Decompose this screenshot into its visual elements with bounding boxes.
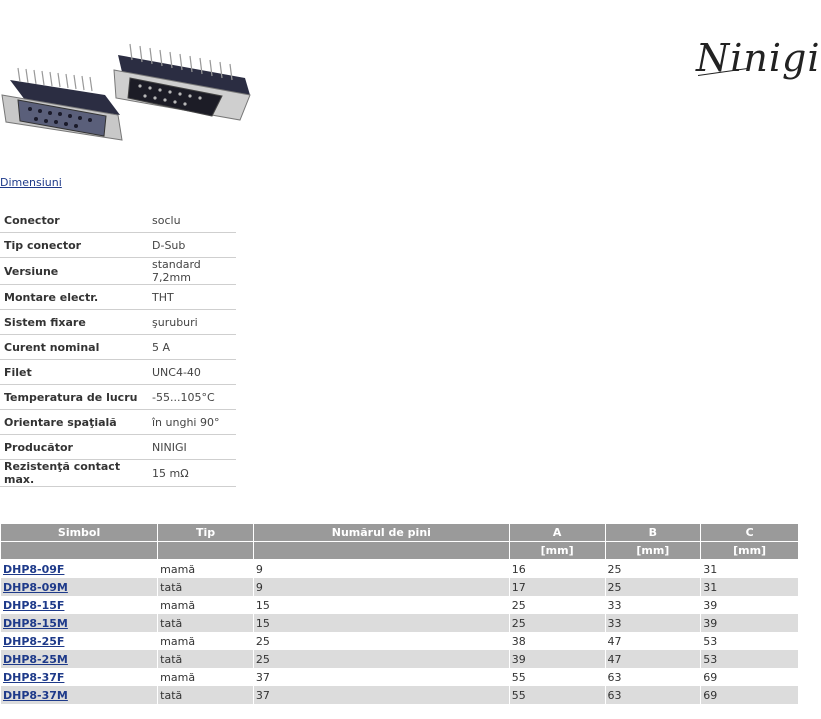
female-connector-image <box>2 68 122 140</box>
table-cell-type: mamă <box>158 596 253 614</box>
table-cell-pins: 25 <box>254 650 509 668</box>
spec-label: Producător <box>0 435 148 460</box>
table-cell-b: 25 <box>606 578 701 596</box>
unit-header-b: [mm] <box>606 542 701 560</box>
table-cell-pins: 37 <box>254 668 509 686</box>
product-symbol-link[interactable]: DHP8-09F <box>3 562 65 576</box>
brand-logo <box>696 36 821 80</box>
table-cell-type: tată <box>158 650 253 668</box>
spec-label: Curent nominal <box>0 335 148 360</box>
spec-row <box>0 233 236 258</box>
spec-row <box>0 208 236 233</box>
table-cell-type: mamă <box>158 560 253 578</box>
table-header-row <box>1 524 798 542</box>
spec-label: Conector <box>0 208 148 233</box>
column-header-c: C <box>701 524 798 542</box>
spec-label: Rezistenţă contact max. <box>0 460 148 487</box>
table-cell-b: 63 <box>606 668 701 686</box>
spec-row <box>0 435 236 460</box>
table-cell-pins: 37 <box>254 686 509 704</box>
spec-row <box>0 258 236 285</box>
unit-header-type <box>158 542 253 560</box>
table-row <box>1 668 798 686</box>
spec-row <box>0 385 236 410</box>
table-cell-c: 39 <box>701 614 798 632</box>
table-cell-symbol <box>1 632 157 650</box>
table-cell-symbol <box>1 650 157 668</box>
spec-row <box>0 335 236 360</box>
table-cell-pins: 9 <box>254 578 509 596</box>
table-cell-symbol <box>1 578 157 596</box>
table-cell-type: tată <box>158 578 253 596</box>
table-cell-b: 33 <box>606 614 701 632</box>
table-cell-b: 25 <box>606 560 701 578</box>
column-header-pins: Numărul de pini <box>254 524 509 542</box>
table-cell-type: tată <box>158 614 253 632</box>
product-symbol-link[interactable]: DHP8-25M <box>3 652 68 666</box>
table-cell-c: 39 <box>701 596 798 614</box>
table-row <box>1 560 798 578</box>
spec-label: Sistem fixare <box>0 310 148 335</box>
table-cell-a: 39 <box>510 650 605 668</box>
spec-label: Montare electr. <box>0 285 148 310</box>
spec-row <box>0 285 236 310</box>
table-cell-a: 55 <box>510 668 605 686</box>
spec-value: -55...105°C <box>148 385 236 410</box>
product-symbol-link[interactable]: DHP8-37F <box>3 670 65 684</box>
spec-value: 5 A <box>148 335 236 360</box>
spec-label: Versiune <box>0 258 148 285</box>
product-symbol-link[interactable]: DHP8-09M <box>3 580 68 594</box>
spec-value: în unghi 90° <box>148 410 236 435</box>
spec-value: NINIGI <box>148 435 236 460</box>
table-cell-a: 55 <box>510 686 605 704</box>
table-units-row <box>1 542 798 560</box>
table-row <box>1 650 798 668</box>
table-cell-symbol <box>1 560 157 578</box>
unit-header-pins <box>254 542 509 560</box>
table-cell-symbol <box>1 686 157 704</box>
table-cell-a: 25 <box>510 614 605 632</box>
table-cell-c: 53 <box>701 650 798 668</box>
spec-value: soclu <box>148 208 236 233</box>
brand-logo-text: Ninigi <box>696 36 821 80</box>
column-header-type: Tip <box>158 524 253 542</box>
table-cell-b: 63 <box>606 686 701 704</box>
product-symbol-link[interactable]: DHP8-15F <box>3 598 65 612</box>
table-cell-b: 33 <box>606 596 701 614</box>
column-header-a: A <box>510 524 605 542</box>
table-cell-b: 47 <box>606 632 701 650</box>
table-row <box>1 578 798 596</box>
table-cell-symbol <box>1 614 157 632</box>
product-photo <box>0 40 255 150</box>
table-cell-type: tată <box>158 686 253 704</box>
table-cell-a: 38 <box>510 632 605 650</box>
spec-row <box>0 360 236 385</box>
table-row <box>1 686 798 704</box>
product-symbol-link[interactable]: DHP8-15M <box>3 616 68 630</box>
specifications-table <box>0 208 236 487</box>
unit-header-c: [mm] <box>701 542 798 560</box>
product-symbol-link[interactable]: DHP8-25F <box>3 634 65 648</box>
column-header-symbol: Simbol <box>1 524 157 542</box>
table-cell-a: 16 <box>510 560 605 578</box>
spec-row <box>0 410 236 435</box>
spec-value: UNC4-40 <box>148 360 236 385</box>
spec-value: standard 7,2mm <box>148 258 236 285</box>
spec-row <box>0 460 236 487</box>
table-cell-c: 31 <box>701 560 798 578</box>
spec-row <box>0 310 236 335</box>
table-row <box>1 614 798 632</box>
spec-value: THT <box>148 285 236 310</box>
table-cell-c: 53 <box>701 632 798 650</box>
product-symbol-link[interactable]: DHP8-37M <box>3 688 68 702</box>
spec-label: Filet <box>0 360 148 385</box>
table-cell-a: 25 <box>510 596 605 614</box>
products-table <box>0 524 799 704</box>
table-cell-b: 47 <box>606 650 701 668</box>
table-cell-c: 69 <box>701 668 798 686</box>
table-cell-symbol <box>1 596 157 614</box>
table-cell-pins: 25 <box>254 632 509 650</box>
unit-header-symbol <box>1 542 157 560</box>
spec-value: 15 mΩ <box>148 460 236 487</box>
table-cell-pins: 9 <box>254 560 509 578</box>
table-cell-a: 17 <box>510 578 605 596</box>
table-cell-type: mamă <box>158 668 253 686</box>
table-cell-c: 69 <box>701 686 798 704</box>
spec-label: Tip conector <box>0 233 148 258</box>
table-cell-c: 31 <box>701 578 798 596</box>
table-cell-pins: 15 <box>254 596 509 614</box>
spec-value: D-Sub <box>148 233 236 258</box>
male-connector-image <box>114 44 250 120</box>
spec-value: şuruburi <box>148 310 236 335</box>
spec-label: Temperatura de lucru <box>0 385 148 410</box>
table-row <box>1 632 798 650</box>
table-cell-pins: 15 <box>254 614 509 632</box>
table-row <box>1 596 798 614</box>
column-header-b: B <box>606 524 701 542</box>
table-cell-type: mamă <box>158 632 253 650</box>
unit-header-a: [mm] <box>510 542 605 560</box>
dimensions-link[interactable]: Dimensiuni <box>0 176 62 189</box>
table-cell-symbol <box>1 668 157 686</box>
spec-label: Orientare spaţială <box>0 410 148 435</box>
